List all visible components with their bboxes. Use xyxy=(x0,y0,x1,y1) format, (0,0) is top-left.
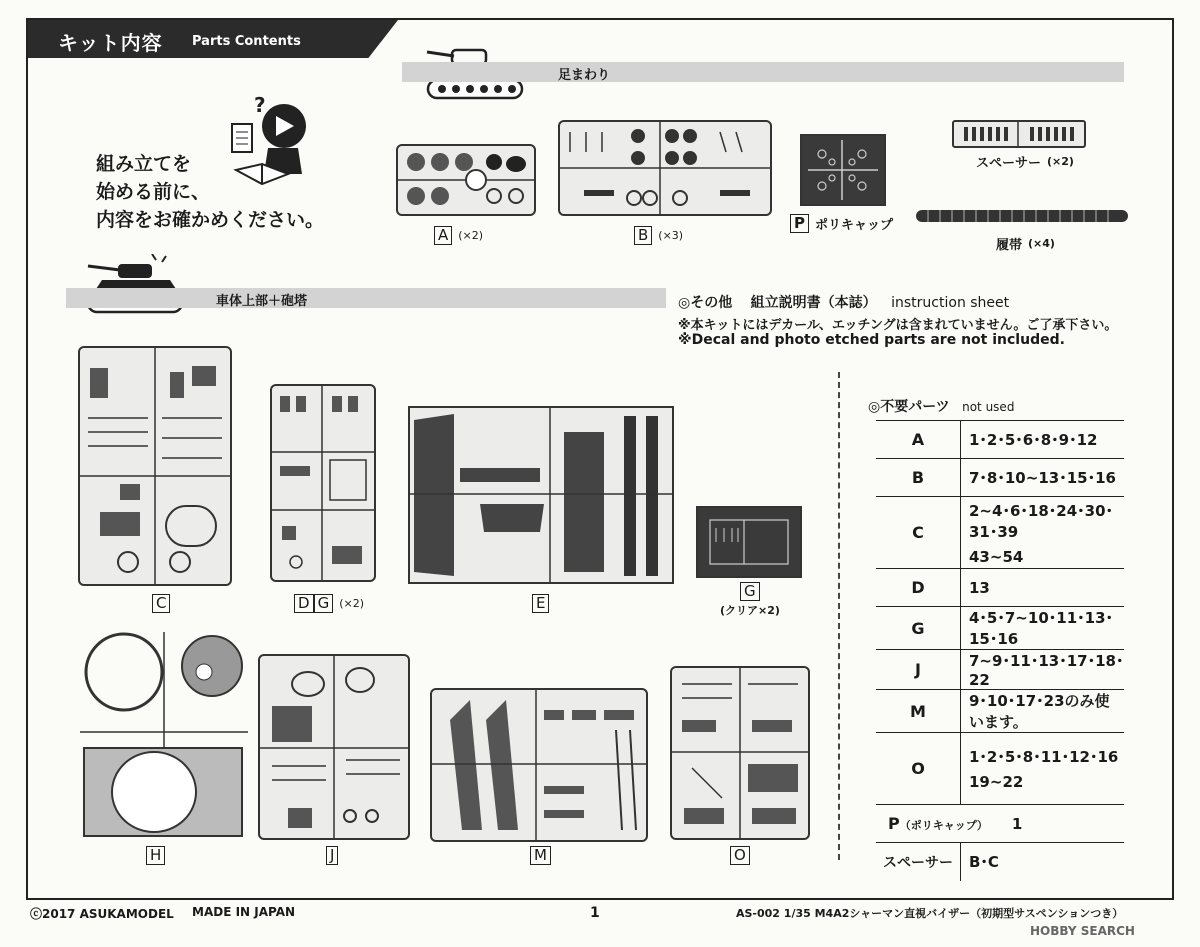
sprue-o-letter: O xyxy=(730,846,750,865)
divider-dashed xyxy=(838,372,840,860)
sprue-j-letter: J xyxy=(326,846,338,865)
table-row xyxy=(876,843,1124,881)
intro-line-3: 内容をお確かめください。 xyxy=(96,209,325,231)
table-row xyxy=(876,805,1124,843)
footer-product: AS-002 1/35 M4A2シャーマン直視バイザー（初期型サスペンションつき） xyxy=(736,907,1124,920)
sprue-g-letter: G xyxy=(314,594,334,613)
intro-line-2: 始める前に、 xyxy=(96,181,211,203)
hull-turret-band xyxy=(66,288,666,308)
sprue-m-letter: M xyxy=(530,846,551,865)
sprue-o-image xyxy=(670,666,810,840)
sprue-h-label xyxy=(146,846,165,865)
table-row xyxy=(876,690,1124,733)
suspension-label: 足まわり xyxy=(558,68,611,83)
sprue-b-image xyxy=(558,120,772,216)
sprue-dg-count: (×2) xyxy=(339,597,364,610)
instruction-sheet-note xyxy=(678,292,1009,312)
spacer-count: (×2) xyxy=(1047,155,1074,168)
sprue-a-label xyxy=(434,226,483,245)
sprue-c-letter: C xyxy=(152,594,170,613)
not-used-key: J xyxy=(876,650,961,690)
not-used-value-line2: 43~54 xyxy=(969,547,1024,566)
sprue-dg-label xyxy=(294,594,364,613)
not-used-title: ◎不要パーツ xyxy=(868,399,950,415)
sprue-j-image xyxy=(258,654,410,840)
sprue-m-image xyxy=(430,688,648,842)
not-used-key: G xyxy=(876,607,961,650)
intro-text xyxy=(96,150,324,234)
sprue-b-count: (×3) xyxy=(658,229,684,242)
polycap-name: ポリキャップ xyxy=(815,218,894,233)
not-used-value: 1･2･5･6･8･9･12 xyxy=(961,421,1125,459)
spacer-value: B･C xyxy=(961,843,1125,881)
other-label: ◎その他 xyxy=(678,295,733,311)
not-used-value-line2: 19~22 xyxy=(969,773,1024,791)
not-used-value: 13 xyxy=(961,569,1125,607)
not-used-value: 9･10･17･23のみ使います。 xyxy=(961,690,1125,733)
not-used-value-line1: 1･2･5･8･11･12･16 xyxy=(969,748,1119,766)
svg-text:?: ? xyxy=(254,94,266,117)
table-row xyxy=(876,733,1124,805)
not-used-key: A xyxy=(876,421,961,459)
not-used-value: 7~9･11･13･17･18･22 xyxy=(961,650,1125,690)
watermark-logo: HOBBY SEARCH xyxy=(1030,924,1135,938)
sprue-j-label xyxy=(326,846,338,865)
table-row xyxy=(876,459,1124,497)
clear-sprue-g-label xyxy=(740,582,760,601)
clear-sprue-g-letter: G xyxy=(740,582,760,601)
sprue-c-image xyxy=(78,346,232,586)
suspension-band xyxy=(402,62,1124,82)
not-used-subtitle: not used xyxy=(962,400,1015,414)
not-used-value xyxy=(961,733,1125,805)
polycap-key: P xyxy=(888,814,900,833)
sprue-a-count: (×2) xyxy=(458,229,484,242)
intro-line-1: 組み立てを xyxy=(96,153,192,175)
track-label xyxy=(996,234,1055,253)
sprue-e-image xyxy=(408,406,674,584)
table-row xyxy=(876,569,1124,607)
sprue-o-label xyxy=(730,846,750,865)
table-row xyxy=(876,497,1124,569)
not-used-heading xyxy=(868,396,1014,416)
sprue-a-letter: A xyxy=(434,226,452,245)
footer-copyright: ⓒ2017 ASUKAMODEL xyxy=(30,907,174,921)
table-row xyxy=(876,607,1124,650)
footer-rule xyxy=(26,898,1172,900)
spacer-label xyxy=(976,152,1074,171)
footer-page-number: 1 xyxy=(590,905,600,921)
decal-note-jp: ※本キットにはデカール、エッチングは含まれていません。ご了承下さい。 xyxy=(678,318,1118,333)
sprue-c-label xyxy=(152,594,170,613)
not-used-table xyxy=(876,420,1124,881)
tank-icon xyxy=(82,254,192,320)
footer-made-in: MADE IN JAPAN xyxy=(192,905,296,919)
instruction-sheet-jp: 組立説明書（本誌） xyxy=(750,295,877,311)
sprue-a-image xyxy=(396,144,536,216)
sprue-h-letter: H xyxy=(146,846,165,865)
not-used-key: B xyxy=(876,459,961,497)
not-used-key: M xyxy=(876,690,961,733)
sprue-e-letter: E xyxy=(532,594,549,613)
spacer-key: スペーサー xyxy=(876,843,961,881)
polycap-row xyxy=(876,805,1124,843)
not-used-value: 4･5･7~10･11･13･15･16 xyxy=(961,607,1125,650)
table-row xyxy=(876,650,1124,690)
polycap-sprue-image xyxy=(800,134,886,206)
page-title: キット内容 xyxy=(58,31,163,55)
polycap-label xyxy=(790,214,893,233)
track-name: 履帯 xyxy=(996,238,1023,253)
not-used-key: C xyxy=(876,497,961,569)
not-used-value: 7･8･10~13･15･16 xyxy=(961,459,1125,497)
sprue-e-label xyxy=(532,594,549,613)
page-subtitle: Parts Contents xyxy=(192,34,301,49)
polycap-value: 1 xyxy=(1011,815,1023,833)
track-count: (×4) xyxy=(1028,237,1055,250)
not-used-value xyxy=(961,497,1125,569)
instruction-sheet-en: instruction sheet xyxy=(891,295,1010,311)
polycap-sub: （ポリキャップ） xyxy=(899,819,988,832)
not-used-key: O xyxy=(876,733,961,805)
hull-turret-label: 車体上部＋砲塔 xyxy=(216,294,308,309)
spacer-name: スペーサー xyxy=(976,156,1042,171)
sprue-b-label xyxy=(634,226,683,245)
not-used-key: D xyxy=(876,569,961,607)
polycap-letter: P xyxy=(790,214,809,233)
spacer-image xyxy=(952,120,1086,148)
table-row xyxy=(876,421,1124,459)
clear-sprue-g-count: (クリア×2) xyxy=(720,604,780,617)
sprue-d-letter: D xyxy=(294,594,314,613)
sprue-h-image xyxy=(80,632,248,840)
track-image xyxy=(914,206,1130,226)
not-used-value-line1: 2~4･6･18･24･30･31･39 xyxy=(969,501,1114,541)
sprue-b-letter: B xyxy=(634,226,652,245)
sprue-m-label xyxy=(530,846,551,865)
decal-note-en: ※Decal and photo etched parts are not included. xyxy=(678,332,1065,348)
sprue-dg-image xyxy=(270,384,376,582)
clear-sprue-g-image xyxy=(696,506,802,578)
